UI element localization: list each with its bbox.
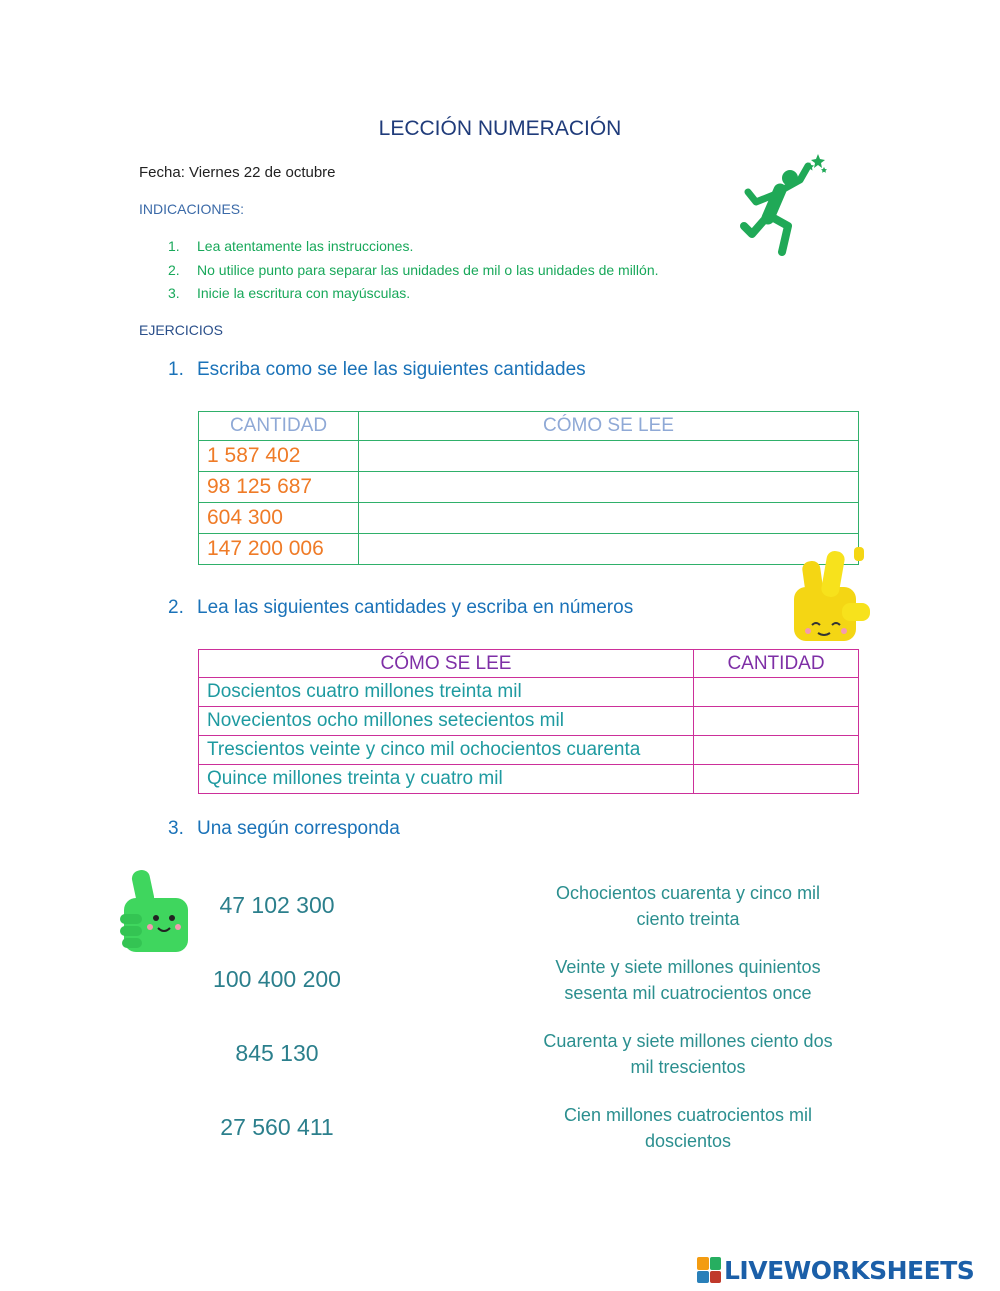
quantity-cell: 1 587 402: [199, 441, 359, 472]
match-phrase-line: sesenta mil cuatrocientos once: [564, 983, 812, 1003]
section-number: 3.: [168, 818, 184, 839]
table-row: [199, 678, 859, 707]
liveworksheets-logo: [697, 1255, 974, 1285]
logo-text: LIVEWORKSHEETS: [724, 1255, 975, 1285]
instruction-item: [168, 262, 659, 278]
jumping-figure-icon: [738, 150, 833, 260]
instruction-text: Lea atentamente las instrucciones.: [197, 238, 414, 254]
match-phrase-line: Cien millones cuatrocientos mil: [563, 1105, 813, 1125]
words-cell: Novecientos ocho millones setecientos mil: [199, 707, 694, 736]
answer-cell[interactable]: [694, 765, 859, 794]
match-number[interactable]: 47 102 300: [219, 892, 335, 918]
match-phrase-line: doscientos: [644, 1131, 732, 1151]
answer-cell[interactable]: [359, 503, 859, 534]
match-phrase-line: Cuarenta y siete millones ciento dos: [543, 1031, 833, 1051]
finger-cross-hand-icon: [784, 545, 876, 645]
match-phrase[interactable]: [518, 1102, 858, 1154]
match-phrase[interactable]: [518, 954, 858, 1006]
column-header-como-se-lee: CÓMO SE LEE: [199, 650, 694, 678]
match-phrase-line: mil trescientos: [630, 1057, 746, 1077]
quantity-cell: 604 300: [199, 503, 359, 534]
match-number[interactable]: 100 400 200: [213, 966, 341, 992]
column-header-cantidad: CANTIDAD: [199, 412, 359, 441]
section2-heading: [168, 597, 633, 619]
exercises-header: EJERCICIOS: [139, 322, 224, 338]
words-cell: Trescientos veinte y cinco mil ochocientos cuarenta: [199, 736, 694, 765]
indications-header: INDICACIONES:: [139, 201, 245, 217]
table-row: [199, 736, 859, 765]
quantities-table: [198, 411, 859, 565]
page-title: LECCIÓN NUMERACIÓN: [378, 117, 622, 140]
table-row: [199, 707, 859, 736]
quantity-cell: 147 200 006: [199, 534, 359, 565]
section-number: 1.: [168, 359, 184, 380]
table-row: [199, 534, 859, 565]
match-phrase-line: ciento treinta: [636, 909, 740, 929]
column-header-cantidad: CANTIDAD: [694, 650, 859, 678]
instruction-number: 1.: [168, 238, 180, 254]
table-row: [199, 441, 859, 472]
answer-cell[interactable]: [694, 707, 859, 736]
instruction-text: No utilice punto para separar las unidades de mil o las unidades de millón.: [197, 262, 659, 278]
table-row: [199, 765, 859, 794]
match-phrase[interactable]: [518, 880, 858, 932]
match-phrase[interactable]: [518, 1028, 858, 1080]
section3-heading: [168, 818, 400, 840]
words-cell: Quince millones treinta y cuatro mil: [199, 765, 694, 794]
answer-cell[interactable]: [694, 678, 859, 707]
words-table: [198, 649, 859, 794]
instruction-item: [168, 285, 410, 301]
match-phrase-line: Veinte y siete millones quinientos: [555, 957, 821, 977]
logo-mark-icon: [697, 1257, 721, 1283]
match-phrase-line: Ochocientos cuarenta y cinco mil: [555, 883, 821, 903]
column-header-como-se-lee: CÓMO SE LEE: [359, 412, 859, 441]
answer-cell[interactable]: [694, 736, 859, 765]
answer-cell[interactable]: [359, 441, 859, 472]
section1-heading: [168, 359, 586, 381]
answer-cell[interactable]: [359, 472, 859, 503]
instruction-item: [168, 238, 413, 254]
instruction-number: 3.: [168, 285, 180, 301]
instruction-number: 2.: [168, 262, 180, 278]
section-title: Lea las siguientes cantidades y escriba en números: [197, 597, 634, 618]
section-number: 2.: [168, 597, 184, 618]
match-number[interactable]: 845 130: [235, 1040, 319, 1066]
quantity-cell: 98 125 687: [199, 472, 359, 503]
table-row: [199, 472, 859, 503]
match-number[interactable]: 27 560 411: [220, 1114, 334, 1140]
section-title: Escriba como se lee las siguientes cantidades: [197, 359, 586, 380]
date-line: Fecha: Viernes 22 de octubre: [139, 164, 336, 181]
instruction-text: Inicie la escritura con mayúsculas.: [197, 285, 411, 301]
section-title: Una según corresponda: [197, 818, 400, 839]
table-row: [199, 503, 859, 534]
words-cell: Doscientos cuatro millones treinta mil: [199, 678, 694, 707]
